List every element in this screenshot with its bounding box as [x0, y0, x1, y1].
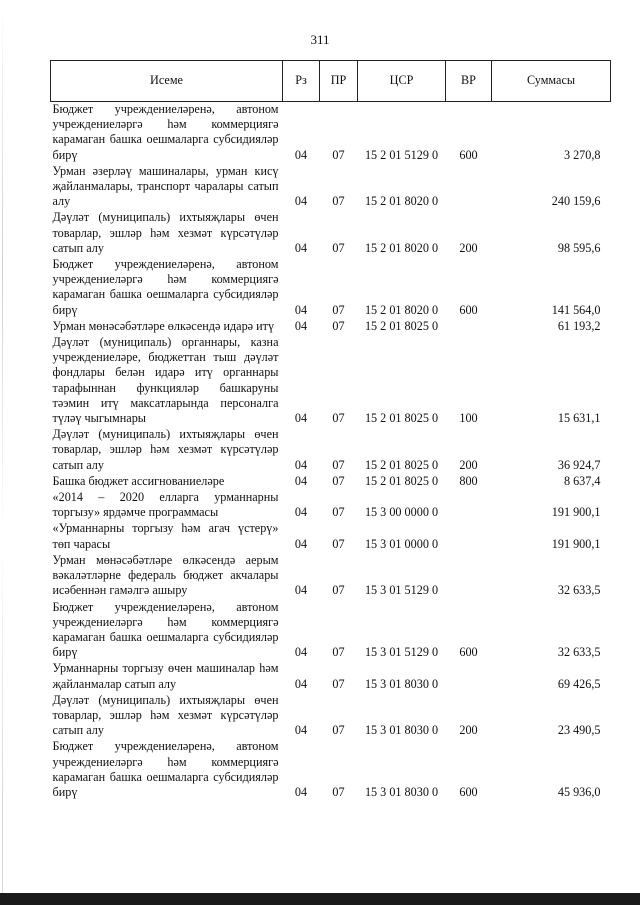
row-name: Дәүләт (муниципаль) ихтыяҗлары өчен товарлар, эшләр һәм хезмәт күрсәтүләр сатып алу [52, 427, 279, 472]
header-row [51, 61, 611, 102]
row-name: Бюджет учреждениеләренә, автоном учреждениеләргә һәм коммерциягә карамаган башка оешмаларга субсидияләр бирү [52, 257, 279, 317]
row-sum: 3 270,8 [563, 147, 601, 162]
row-rz: 04 [294, 676, 308, 691]
row-sum: 32 633,5 [557, 583, 601, 598]
row-pr: 07 [332, 645, 345, 660]
row-csr: 15 2 01 5129 0 [364, 147, 439, 162]
row-csr: 15 3 01 8030 0 [364, 676, 439, 691]
row-sum: 61 193,2 [557, 318, 601, 333]
table-header [51, 61, 611, 102]
row-name: Урманнарны торгызу өчен машиналар һәм җайланмалар сатып алу [52, 661, 279, 691]
row-csr: 15 2 01 8025 0 [364, 411, 439, 426]
row-csr: 15 2 01 8025 0 [364, 318, 439, 333]
row-name: Урман мөнәсәбәтләре өлкәсендә аерым вәкаләтләрне федераль бюджет акчалары исәбеннән гамәлгә ашыру [52, 552, 279, 598]
row-vr: 600 [459, 645, 478, 660]
row-rz: 04 [294, 194, 308, 209]
row-csr: 15 3 01 5129 0 [364, 645, 439, 660]
row-sum: 23 490,5 [557, 723, 601, 738]
row-pr: 07 [332, 784, 345, 799]
row-name: Урман әзерләү машиналары, урман кисү җайланмалары, транспорт чаралары сатып алу [52, 163, 279, 209]
row-vr: 800 [459, 473, 478, 488]
header-name: Исеме [51, 61, 283, 102]
header-sum: Суммасы [492, 61, 611, 102]
table-row [51, 661, 611, 692]
row-pr: 07 [332, 505, 345, 520]
row-csr: 15 3 00 0000 0 [364, 505, 439, 520]
table-row [51, 553, 611, 600]
header-vr: ВР [446, 61, 492, 102]
row-csr: 15 2 01 8020 0 [364, 240, 439, 255]
row-sum: 36 924,7 [557, 457, 601, 472]
row-pr: 07 [332, 457, 345, 472]
row-pr: 07 [332, 583, 345, 598]
row-sum: 141 564,0 [551, 302, 601, 317]
row-rz: 04 [294, 147, 308, 162]
row-vr [446, 164, 492, 211]
row-pr: 07 [332, 240, 345, 255]
table-row [51, 474, 611, 490]
table-row [51, 490, 611, 521]
row-pr: 07 [332, 676, 345, 691]
table-row [51, 739, 611, 801]
row-csr: 15 3 01 5129 0 [364, 583, 439, 598]
row-name: Бюджет учреждениеләренә, автоном учреждениеләргә һәм коммерциягә карамаган башка оешмаларга субсидияләр бирү [52, 599, 279, 660]
row-name: Урман мөнәсәбәтләре өлкәсендә идарә итү [52, 318, 275, 333]
row-sum: 69 426,5 [557, 676, 601, 691]
row-rz: 04 [294, 784, 308, 799]
row-csr: 15 2 01 8025 0 [364, 457, 439, 472]
table-row [51, 319, 611, 335]
row-vr: 200 [459, 240, 478, 255]
row-rz: 04 [294, 240, 308, 255]
row-name: Бюджет учреждениеләренә, автоном учреждениеләргә һәм коммерциягә карамаган башка оешмаларга субсидияләр бирү [52, 739, 279, 799]
table-row [51, 164, 611, 211]
row-sum: 8 637,4 [563, 473, 601, 488]
row-vr [446, 490, 492, 521]
table-row [51, 693, 611, 740]
row-pr: 07 [332, 411, 345, 426]
row-sum: 32 633,5 [557, 645, 601, 660]
row-vr [446, 661, 492, 692]
row-sum: 15 631,1 [557, 411, 601, 426]
row-vr [446, 521, 492, 552]
table-row [51, 335, 611, 427]
row-csr: 15 3 01 0000 0 [364, 536, 439, 551]
row-sum: 191 900,1 [551, 536, 601, 551]
row-pr: 07 [332, 194, 345, 209]
table-row [51, 521, 611, 552]
row-sum: 240 159,6 [551, 194, 601, 209]
row-csr: 15 3 01 8030 0 [364, 784, 439, 799]
row-vr: 600 [459, 302, 478, 317]
table-row [51, 257, 611, 319]
row-name: «2014 – 2020 елларга урманнарны торгызу» ярдәмче программасы [52, 490, 279, 520]
row-vr [446, 553, 492, 600]
row-vr: 600 [459, 784, 478, 799]
header-pr: ПР [320, 61, 358, 102]
row-rz: 04 [294, 645, 308, 660]
row-rz: 04 [294, 302, 308, 317]
table-row [51, 600, 611, 662]
row-pr: 07 [332, 723, 345, 738]
page-number: 311 [310, 32, 330, 47]
row-csr: 15 2 01 8025 0 [364, 473, 439, 488]
row-vr: 200 [459, 723, 478, 738]
scan-bottom-edge [0, 893, 640, 905]
header-csr: ЦСР [358, 61, 446, 102]
row-sum: 191 900,1 [551, 505, 601, 520]
row-pr: 07 [332, 302, 345, 317]
row-pr: 07 [332, 536, 345, 551]
row-sum: 98 595,6 [557, 240, 601, 255]
row-vr: 100 [459, 411, 478, 426]
table-row [51, 427, 611, 474]
row-rz: 04 [294, 457, 308, 472]
row-rz: 04 [294, 411, 308, 426]
row-rz: 04 [294, 473, 308, 488]
row-pr: 07 [332, 318, 345, 333]
row-name: «Урманнарны торгызу һәм агач үстерү» төп чарасы [52, 521, 279, 551]
row-vr [446, 319, 492, 335]
row-pr: 07 [332, 147, 345, 162]
row-rz: 04 [294, 318, 308, 333]
table-body [51, 102, 611, 802]
row-rz: 04 [294, 505, 308, 520]
row-name: Дәүләт (муниципаль) ихтыяҗлары өчен товарлар, эшләр һәм хезмәт күрсәтүләр сатып алу [52, 210, 279, 255]
table-row [51, 210, 611, 257]
budget-table [50, 60, 611, 801]
row-rz: 04 [294, 536, 308, 551]
row-name: Дәүләт (муниципаль) органнары, казна учреждениеләре, бюджеттан тыш дәүләт фондлары белән идарә итү органнары тарафыннан функцияләр башкаруны тәэмин итү максатларында персоналга түләү чыгымнары [52, 335, 279, 426]
row-name: Дәүләт (муниципаль) ихтыяҗлары өчен товарлар, эшләр һәм хезмәт күрсәтүләр сатып алу [52, 692, 279, 738]
row-vr: 600 [459, 147, 478, 162]
row-name: Башка бюджет ассигнованиеләре [52, 473, 225, 488]
scan-margin-shadow [2, 0, 3, 893]
row-csr: 15 3 01 8030 0 [364, 723, 439, 738]
row-rz: 04 [294, 583, 308, 598]
table-row [51, 102, 611, 164]
header-rz: Рз [283, 61, 320, 102]
row-name: Бюджет учреждениеләренә, автоном учреждениеләргә һәм коммерциягә карамаган башка оешмаларга субсидияләр бирү [52, 102, 279, 162]
row-pr: 07 [332, 473, 345, 488]
row-vr: 200 [459, 457, 478, 472]
row-sum: 45 936,0 [557, 784, 601, 799]
row-csr: 15 2 01 8020 0 [364, 194, 439, 209]
row-rz: 04 [294, 723, 308, 738]
row-csr: 15 2 01 8020 0 [364, 302, 439, 317]
